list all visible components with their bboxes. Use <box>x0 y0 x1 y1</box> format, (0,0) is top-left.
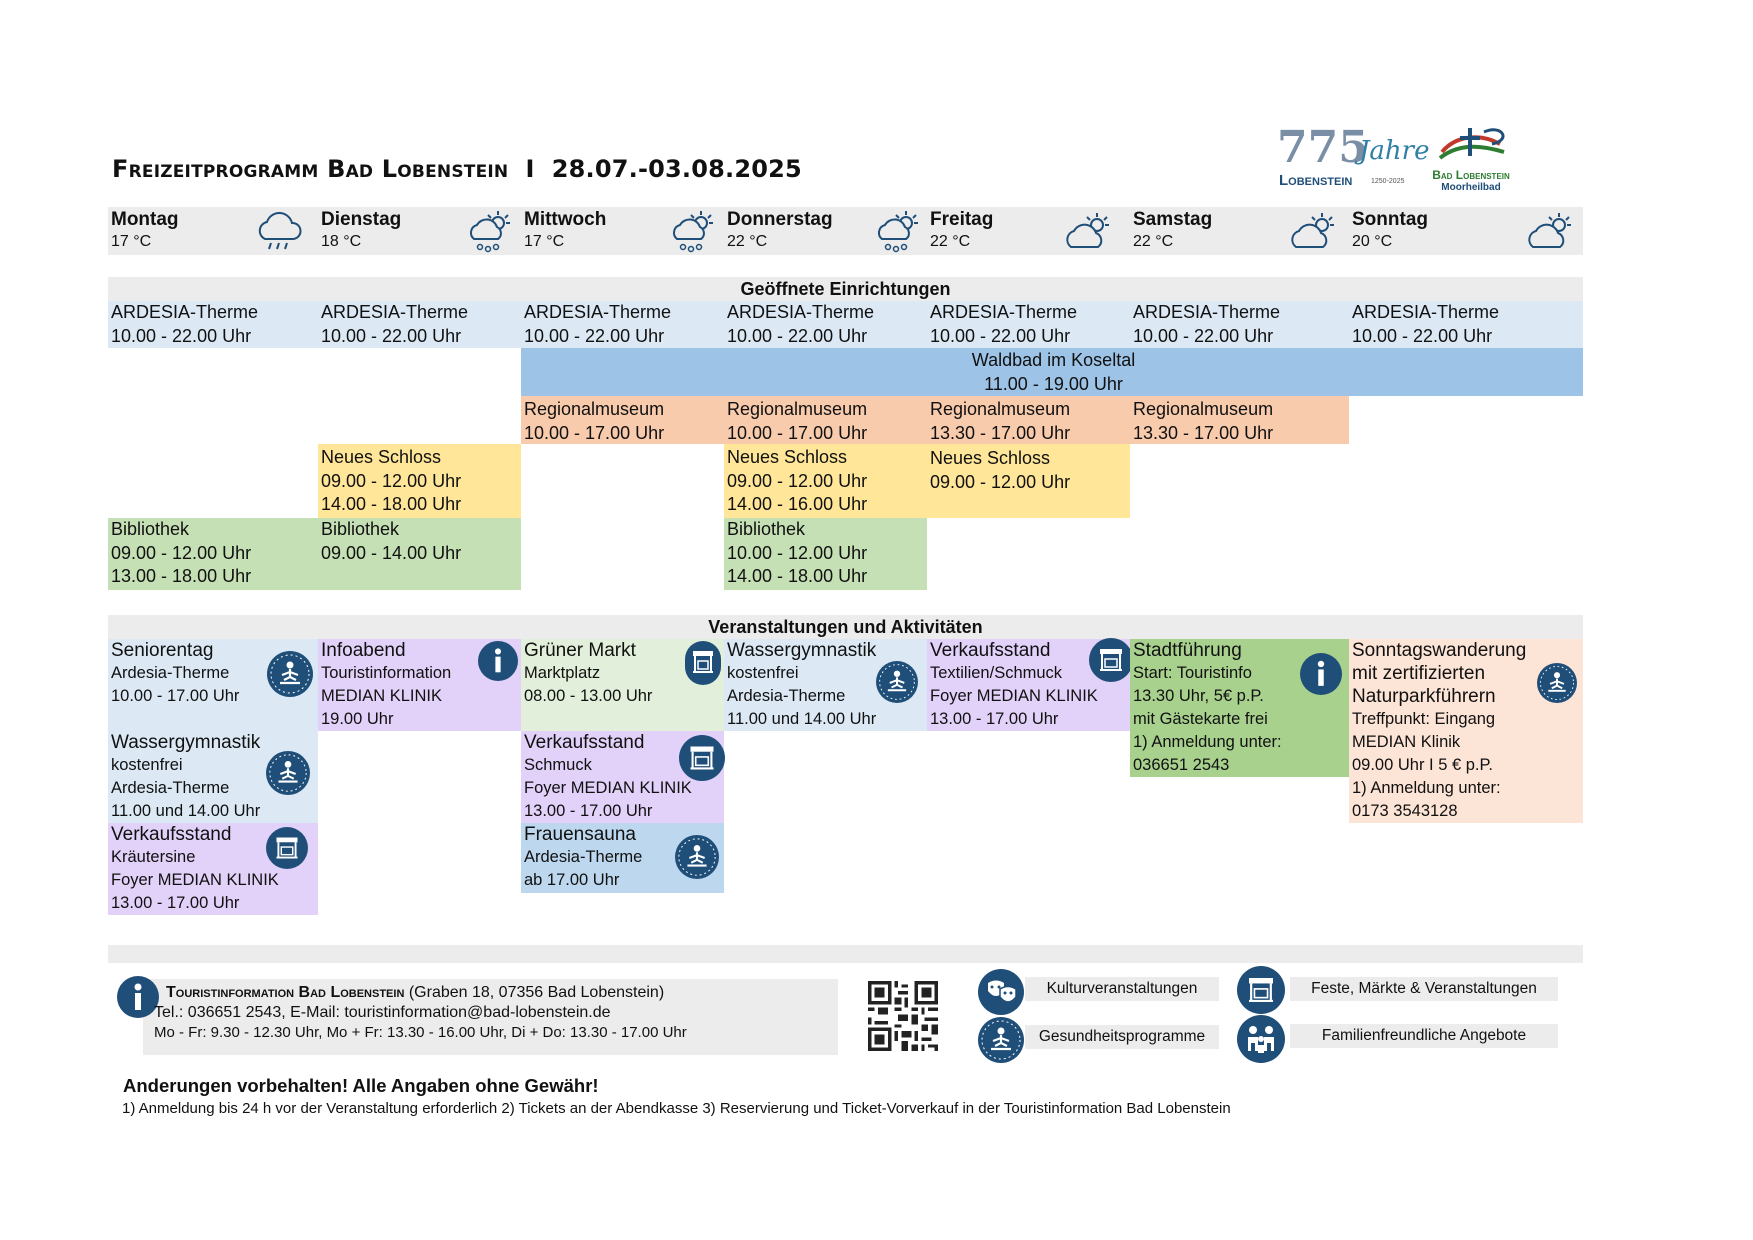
facility-hours: 13.30 - 17.00 Uhr <box>930 422 1071 443</box>
day-temperature: 22 °C <box>930 233 971 250</box>
activity-line: 1) Anmeldung unter: <box>1133 733 1282 751</box>
logo-bad-lobenstein-name: Bad Lobenstein <box>1432 168 1510 182</box>
facility-hours: 10.00 - 22.00 Uhr <box>111 325 252 346</box>
facility-hours: 09.00 - 12.00 Uhr <box>727 470 868 491</box>
logo-moorheilbad: Moorheilbad <box>1441 182 1501 193</box>
logo-775-number: 775 <box>1277 122 1369 173</box>
activity-title: Naturparkführern <box>1352 686 1496 707</box>
meditation-icon <box>267 651 313 697</box>
activity-line: Ardesia-Therme <box>524 848 643 866</box>
activity-line: 0173 3543128 <box>1352 802 1458 820</box>
partly-cloudy-icon <box>1525 209 1579 255</box>
logo-jahre-script: Jahre <box>1359 136 1430 166</box>
market-stall-icon <box>1089 638 1133 682</box>
logo-775-jahre <box>1275 122 1430 194</box>
activity-title: Infoabend <box>321 640 406 661</box>
title-separator: I <box>525 155 535 183</box>
day-temperature: 17 °C <box>111 233 152 250</box>
facility-hours: 10.00 - 22.00 Uhr <box>727 325 868 346</box>
activity-line: MEDIAN KLINIK <box>321 687 443 705</box>
facility-name: ARDESIA-Therme <box>727 302 875 322</box>
day-temperature: 17 °C <box>524 233 565 250</box>
activity-title: Wassergymnastik <box>727 640 877 661</box>
sun-rain-cloud-icon <box>667 209 721 255</box>
touristinfo-address: (Graben 18, 07356 Bad Lobenstein) <box>404 984 665 1001</box>
day-name: Samstag <box>1133 209 1213 230</box>
waldbad-bar <box>521 348 1583 396</box>
activity-title: Sonntagswanderung <box>1352 640 1527 661</box>
bibliothek-montag <box>108 518 318 590</box>
facility-hours: 10.00 - 22.00 Uhr <box>1352 325 1493 346</box>
therme-sonntag <box>1349 301 1583 348</box>
activity-line: kostenfrei <box>727 664 799 682</box>
qr-code[interactable] <box>868 978 938 1054</box>
activity-wassergymnastik-montag <box>108 731 318 823</box>
day-name: Mittwoch <box>524 209 607 230</box>
logo-bad-lobenstein-mark <box>1412 122 1530 166</box>
facility-name: ARDESIA-Therme <box>1352 302 1500 322</box>
facility-name: ARDESIA-Therme <box>111 302 259 322</box>
facility-name: ARDESIA-Therme <box>930 302 1078 322</box>
activity-line: 09.00 Uhr I 5 € p.P. <box>1352 756 1493 774</box>
activity-line: Ardesia-Therme <box>111 779 230 797</box>
bibliothek-donnerstag <box>724 518 927 590</box>
weather-day-samstag <box>1130 207 1349 255</box>
schloss-freitag <box>927 444 1130 518</box>
museum-samstag <box>1130 396 1349 444</box>
meditation-icon <box>675 835 719 879</box>
sun-rain-cloud-icon <box>464 209 518 255</box>
market-stall-icon <box>679 735 725 781</box>
schloss-donnerstag <box>724 444 927 518</box>
bibliothek-dienstag <box>318 518 521 590</box>
activities-heading: Veranstaltungen und Aktivitäten <box>108 615 1583 639</box>
activity-line: Ardesia-Therme <box>727 687 846 705</box>
market-stall-icon <box>685 641 721 685</box>
facility-name: ARDESIA-Therme <box>1133 302 1281 322</box>
activity-sonntagswanderung <box>1349 639 1583 823</box>
therme-mittwoch <box>521 301 724 348</box>
activity-wassergymnastik-donnerstag <box>724 639 927 731</box>
legend-feste-label: Feste, Märkte & Veranstaltungen <box>1290 977 1558 1001</box>
legend-familie-label: Familienfreundliche Angebote <box>1290 1024 1558 1048</box>
logo-years-text: 1250-2025 <box>1371 178 1405 185</box>
activity-line: kostenfrei <box>111 756 183 774</box>
activity-line: 11.00 und 14.00 Uhr <box>111 802 261 820</box>
logo-bad-lobenstein <box>1412 122 1530 194</box>
activity-line: Treffpunkt: Eingang <box>1352 710 1496 728</box>
meditation-icon <box>876 661 918 703</box>
activity-verkaufsstand-montag <box>108 823 318 915</box>
activity-line: 036651 2543 <box>1133 756 1230 774</box>
therme-freitag <box>927 301 1130 348</box>
weather-day-sonntag <box>1349 207 1583 255</box>
day-name: Sonntag <box>1352 209 1428 230</box>
facility-hours: 09.00 - 12.00 Uhr <box>930 471 1071 492</box>
weather-day-mittwoch <box>521 207 724 255</box>
day-temperature: 18 °C <box>321 233 362 250</box>
theater-masks-icon <box>978 969 1024 1015</box>
facility-name: Regionalmuseum <box>727 399 868 419</box>
touristinfo-text <box>154 983 687 1043</box>
day-name: Dienstag <box>321 209 402 230</box>
logo-lobenstein-text: Lobenstein <box>1279 172 1353 189</box>
meditation-icon <box>1537 663 1577 703</box>
partly-cloudy-icon <box>1063 209 1117 255</box>
day-temperature: 22 °C <box>1133 233 1174 250</box>
therme-dienstag <box>318 301 521 348</box>
weather-day-montag <box>108 207 318 255</box>
facility-name: Bibliothek <box>727 519 806 539</box>
weather-day-freitag <box>927 207 1130 255</box>
activity-title: Frauensauna <box>524 824 636 845</box>
touristinfo-hours: Mo - Fr: 9.30 - 12.30 Uhr, Mo + Fr: 13.30 - 16.00 Uhr, Di + Do: 13.30 - 17.00 Uhr <box>154 1024 687 1041</box>
activity-line: MEDIAN Klinik <box>1352 733 1461 751</box>
activity-line: Marktplatz <box>524 664 601 682</box>
facility-hours: 11.00 - 19.00 Uhr <box>984 373 1123 394</box>
facility-hours: 10.00 - 22.00 Uhr <box>1133 325 1274 346</box>
day-temperature: 20 °C <box>1352 233 1393 250</box>
info-icon <box>478 641 518 681</box>
facilities-heading: Geöffnete Einrichtungen <box>108 277 1583 301</box>
facility-hours: 09.00 - 14.00 Uhr <box>321 542 462 563</box>
weather-day-donnerstag <box>724 207 927 255</box>
page-title <box>112 155 802 183</box>
legend-gesundheit-label: Gesundheitsprogramme <box>1025 1025 1219 1049</box>
activity-line: ab 17.00 Uhr <box>524 871 620 889</box>
activity-line: Schmuck <box>524 756 592 774</box>
weather-row <box>108 207 1583 255</box>
day-name: Freitag <box>930 209 994 230</box>
footer-divider <box>108 945 1583 963</box>
day-name: Donnerstag <box>727 209 833 230</box>
facility-hours: 13.00 - 18.00 Uhr <box>111 566 252 586</box>
activity-verkaufsstand-mittwoch <box>521 731 724 823</box>
facility-name: Regionalmuseum <box>930 399 1071 419</box>
partly-cloudy-icon <box>1288 209 1342 255</box>
museum-donnerstag <box>724 396 927 444</box>
activity-line: 10.00 - 17.00 Uhr <box>111 687 240 705</box>
market-stall-icon <box>1237 966 1285 1014</box>
facility-hours: 10.00 - 17.00 Uhr <box>727 422 868 443</box>
activity-title: Verkaufsstand <box>930 640 1051 661</box>
activity-title: mit zertifizierten <box>1352 663 1486 684</box>
facility-name: Regionalmuseum <box>1133 399 1274 419</box>
facility-hours: 10.00 - 22.00 Uhr <box>321 325 462 346</box>
activity-infoabend <box>318 639 521 731</box>
activity-title: Verkaufsstand <box>111 824 232 845</box>
facility-name: Waldbad im Koseltal <box>971 350 1136 370</box>
day-name: Montag <box>111 209 179 230</box>
weather-day-dienstag <box>318 207 521 255</box>
meditation-icon <box>978 1017 1024 1063</box>
activity-line: Kräutersine <box>111 848 196 866</box>
activity-frauensauna <box>521 823 724 893</box>
legend-kultur-label: Kulturveranstaltungen <box>1025 977 1219 1001</box>
activity-gruener-markt <box>521 639 724 731</box>
info-icon <box>1300 653 1342 695</box>
facility-name: Bibliothek <box>111 519 190 539</box>
activity-title: Stadtführung <box>1133 640 1242 661</box>
activity-line: 13.00 - 17.00 Uhr <box>930 710 1059 728</box>
facility-name: Neues Schloss <box>727 447 848 467</box>
therme-montag <box>108 301 318 348</box>
facility-hours: 14.00 - 16.00 Uhr <box>727 494 868 514</box>
facility-name: ARDESIA-Therme <box>321 302 469 322</box>
title-dates: 28.07.-03.08.2025 <box>551 155 802 183</box>
facility-hours: 13.30 - 17.00 Uhr <box>1133 422 1274 443</box>
facility-hours: 09.00 - 12.00 Uhr <box>321 470 462 491</box>
activity-line: 13.30 Uhr, 5€ p.P. <box>1133 687 1264 705</box>
activity-line: Ardesia-Therme <box>111 664 230 682</box>
facility-hours: 14.00 - 18.00 Uhr <box>727 566 868 586</box>
sun-rain-cloud-icon <box>872 209 926 255</box>
activity-title: Verkaufsstand <box>524 732 645 753</box>
activity-stadtfuehrung <box>1130 639 1349 777</box>
therme-samstag <box>1130 301 1349 348</box>
market-stall-icon <box>266 827 308 869</box>
activity-seniorentag <box>108 639 318 731</box>
museum-mittwoch <box>521 396 724 444</box>
activity-line: Touristinformation <box>321 664 452 682</box>
facility-hours: 10.00 - 12.00 Uhr <box>727 542 868 563</box>
activity-line: Foyer MEDIAN KLINIK <box>111 871 279 889</box>
day-temperature: 22 °C <box>727 233 768 250</box>
facility-hours: 10.00 - 22.00 Uhr <box>524 325 665 346</box>
family-icon <box>1237 1015 1285 1063</box>
meditation-icon <box>266 751 310 795</box>
info-icon <box>117 976 159 1018</box>
activity-verkaufsstand-freitag <box>927 639 1130 731</box>
title-prefix: Freizeitprogramm Bad Lobenstein <box>112 155 509 183</box>
activity-line: mit Gästekarte frei <box>1133 710 1268 728</box>
schloss-dienstag <box>318 444 521 518</box>
facility-name: Bibliothek <box>321 519 400 539</box>
disclaimer: Anderungen vorbehalten! Alle Angaben ohne Gewähr! <box>123 1075 599 1096</box>
facility-hours: 14.00 - 18.00 Uhr <box>321 494 462 514</box>
activity-title: Seniorentag <box>111 640 214 661</box>
therme-donnerstag <box>724 301 927 348</box>
activity-line: 1) Anmeldung unter: <box>1352 779 1501 797</box>
facility-name: ARDESIA-Therme <box>524 302 672 322</box>
activity-line: 13.00 - 17.00 Uhr <box>111 894 240 912</box>
facility-name: Regionalmuseum <box>524 399 665 419</box>
activity-line: 11.00 und 14.00 Uhr <box>727 710 877 728</box>
rain-cloud-icon <box>253 209 307 255</box>
facility-hours: 09.00 - 12.00 Uhr <box>111 542 252 563</box>
activity-line: Foyer MEDIAN KLINIK <box>524 779 692 797</box>
facility-hours: 10.00 - 17.00 Uhr <box>524 422 665 443</box>
touristinfo-name: Touristinformation Bad Lobenstein <box>166 984 405 1001</box>
activity-line: 19.00 Uhr <box>321 710 394 728</box>
footnotes: 1) Anmeldung bis 24 h vor der Veranstaltung erforderlich 2) Tickets an der Abendkasse 3) Reservierung und Ticket-Vorverkauf in der Touristinformation Bad Lobenstein <box>122 1100 1231 1117</box>
facility-name: Neues Schloss <box>321 447 442 467</box>
activity-line: Textilien/Schmuck <box>930 664 1063 682</box>
facility-hours: 10.00 - 22.00 Uhr <box>930 325 1071 346</box>
activity-line: Start: Touristinfo <box>1133 664 1252 682</box>
activity-title: Grüner Markt <box>524 640 636 661</box>
facility-name: Neues Schloss <box>930 448 1051 468</box>
touristinfo-contact: Tel.: 036651 2543, E-Mail: touristinformation@bad-lobenstein.de <box>154 1004 611 1021</box>
activity-line: Foyer MEDIAN KLINIK <box>930 687 1098 705</box>
museum-freitag <box>927 396 1130 444</box>
activity-title: Wassergymnastik <box>111 732 261 753</box>
activity-line: 08.00 - 13.00 Uhr <box>524 687 653 705</box>
activity-line: 13.00 - 17.00 Uhr <box>524 802 653 820</box>
